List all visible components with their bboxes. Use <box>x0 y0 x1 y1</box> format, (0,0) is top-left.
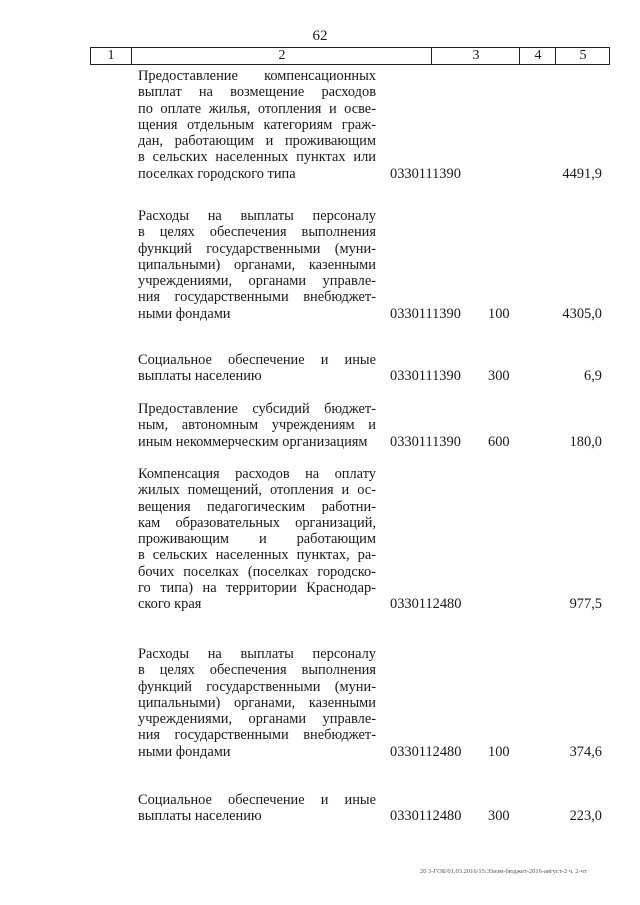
description-line: в целях обеспечения выполнения <box>138 662 376 679</box>
row-code: 0330112480 <box>390 743 462 760</box>
row-kind: 300 <box>488 808 510 825</box>
description-line: функций государственными (муни- <box>138 678 376 695</box>
description-line: жилых помещений, отопления и ос- <box>138 482 376 499</box>
description-line: поселках городского типа <box>138 165 296 182</box>
row-kind: 100 <box>488 305 510 322</box>
description-line: го типа) на территории Краснодар- <box>138 580 376 597</box>
description-line: функций государственными (муни- <box>138 240 376 257</box>
header-col-1: 1 <box>107 48 115 63</box>
description-line: иным некоммерческим организациям <box>138 433 368 450</box>
row-amount: 374,6 <box>569 743 602 760</box>
description-line: Расходы на выплаты персоналу <box>138 208 376 224</box>
description-line: в целях обеспечения выполнения <box>138 224 376 241</box>
description-line: учреждениями, органами управле- <box>138 273 376 290</box>
row-code: 0330111390 <box>390 433 461 450</box>
row-description <box>138 401 376 450</box>
description-line: ными фондами <box>138 305 231 322</box>
description-line: в сельских населенных пунктах, ра- <box>138 547 376 564</box>
description-line: ным, автономным учреждениям и <box>138 417 376 434</box>
header-col-2: 2 <box>131 48 432 64</box>
description-line: дан, работающим и проживающим <box>138 133 376 150</box>
row-code: 0330111390 <box>390 305 461 322</box>
description-line: ния государственными внебюджет- <box>138 289 376 306</box>
row-description <box>138 68 376 182</box>
row-amount: 180,0 <box>569 433 602 450</box>
row-description <box>138 646 376 760</box>
row-code: 0330111390 <box>390 165 461 182</box>
row-description <box>138 466 376 613</box>
header-col-3: 3 <box>431 48 520 64</box>
description-line: ского края <box>138 596 202 613</box>
row-kind: 600 <box>488 433 510 450</box>
row-description <box>138 352 376 385</box>
description-line: выплаты населению <box>138 808 262 825</box>
row-code: 0330111390 <box>390 368 461 385</box>
description-line: выплаты населению <box>138 368 262 385</box>
row-amount: 6,9 <box>584 368 602 385</box>
document-footer: 20 3-ГОБ/01.03.2016/15:35изм-бюджет-2016-август-2 ч. 2-чт <box>420 868 587 875</box>
header-col-5: 5 <box>555 48 610 64</box>
row-code: 0330112480 <box>390 596 462 613</box>
row-description <box>138 208 376 322</box>
header-col-4: 4 <box>519 48 556 64</box>
description-line: ципальными) органами, казенными <box>138 256 376 273</box>
description-line: ния государственными внебюджет- <box>138 727 376 744</box>
row-amount: 223,0 <box>569 808 602 825</box>
description-line: Предоставление компенсационных <box>138 68 376 84</box>
description-line: щения отдельным категориям граж- <box>138 116 376 133</box>
row-kind: 100 <box>488 743 510 760</box>
description-line: Социальное обеспечение и иные <box>138 792 376 808</box>
row-amount: 4305,0 <box>562 305 602 322</box>
description-line: выплат на возмещение расходов <box>138 84 376 101</box>
description-line: кам образовательных организаций, <box>138 514 376 531</box>
description-line: Компенсация расходов на оплату <box>138 466 376 482</box>
row-description <box>138 792 376 825</box>
row-amount: 4491,9 <box>562 165 602 182</box>
page-number: 62 <box>312 28 328 44</box>
row-amount: 977,5 <box>569 596 602 613</box>
description-line: бочих поселках (поселках городско- <box>138 563 376 580</box>
description-line: Социальное обеспечение и иные <box>138 352 376 368</box>
description-line: вещения педагогическим работни- <box>138 498 376 515</box>
description-line: ными фондами <box>138 743 231 760</box>
description-line: учреждениями, органами управле- <box>138 711 376 728</box>
description-line: по оплате жилья, отопления и осве- <box>138 100 376 117</box>
table-header <box>90 47 610 65</box>
row-code: 0330112480 <box>390 808 462 825</box>
row-kind: 300 <box>488 368 510 385</box>
description-line: в сельских населенных пунктах или <box>138 149 376 166</box>
description-line: Предоставление субсидий бюджет- <box>138 401 376 417</box>
description-line: Расходы на выплаты персоналу <box>138 646 376 662</box>
description-line: ципальными) органами, казенными <box>138 694 376 711</box>
description-line: проживающим и работающим <box>138 531 376 548</box>
